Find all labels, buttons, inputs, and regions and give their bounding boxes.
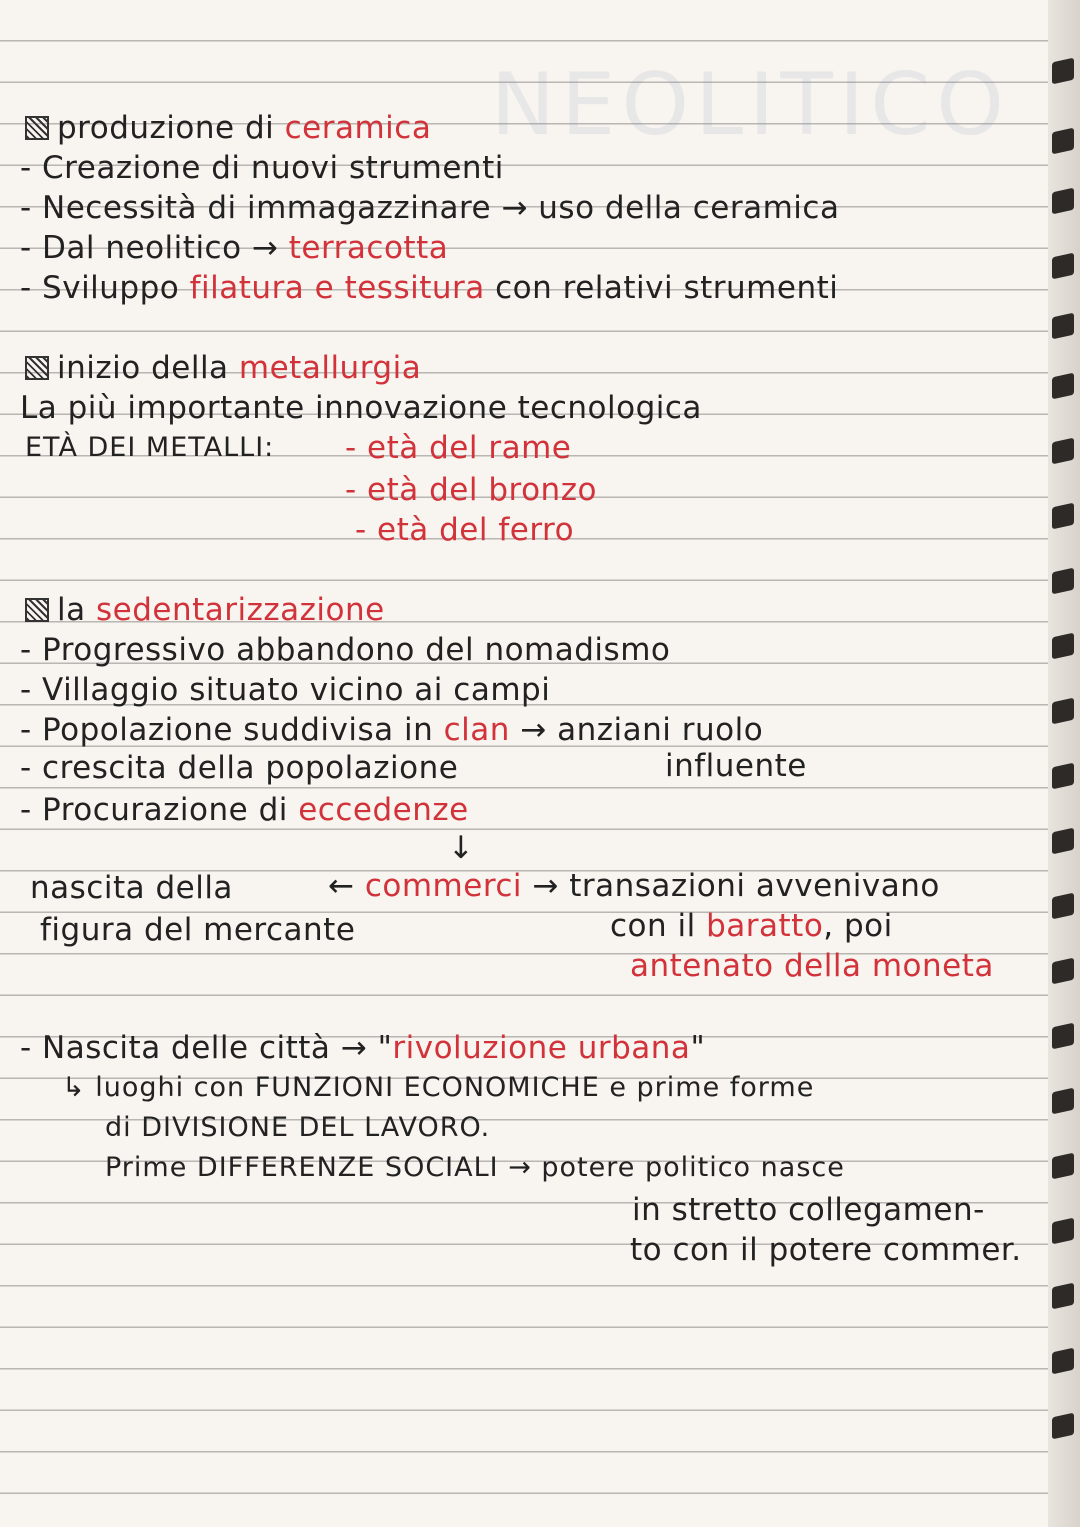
heading-ceramica: produzione di ceramica: [25, 110, 431, 146]
checkbox-icon: [25, 116, 49, 140]
binding-ring: [1052, 1218, 1074, 1245]
metal-age-item: - età del bronzo: [345, 472, 597, 508]
binding-ring: [1052, 313, 1074, 340]
binding-ring: [1052, 1088, 1074, 1115]
note-line: in stretto collegamen-: [632, 1192, 985, 1228]
checkbox-icon: [25, 356, 49, 380]
note-line: con il baratto, poi: [610, 908, 893, 944]
note-line: - crescita della popolazione: [20, 750, 459, 786]
binding-ring: [1052, 253, 1074, 280]
note-line: antenato della moneta: [630, 948, 994, 984]
note-line: - Procurazione di eccedenze: [20, 792, 469, 828]
binding-ring: [1052, 188, 1074, 215]
spiral-binding: [1048, 0, 1080, 1527]
binding-ring: [1052, 1348, 1074, 1375]
binding-ring: [1052, 58, 1074, 85]
metal-age-item: - età del rame: [345, 430, 572, 466]
binding-ring: [1052, 633, 1074, 660]
binding-ring: [1052, 128, 1074, 155]
note-line: di DIVISIONE DEL LAVORO.: [105, 1112, 491, 1143]
binding-ring: [1052, 1153, 1074, 1180]
note-line: - Progressivo abbandono del nomadismo: [20, 632, 671, 668]
metal-age-item: - età del ferro: [355, 512, 575, 548]
note-line: influente: [665, 748, 807, 784]
note-line: ETÀ DEI METALLI:: [25, 432, 275, 463]
binding-ring: [1052, 438, 1074, 465]
checkbox-icon: [25, 598, 49, 622]
note-line: La più importante innovazione tecnologica: [20, 390, 702, 426]
note-line: ↳ luoghi con FUNZIONI ECONOMICHE e prime forme: [62, 1072, 815, 1103]
note-line: - Dal neolitico → terracotta: [20, 230, 449, 266]
note-line: to con il potere commer.: [630, 1232, 1022, 1268]
binding-ring: [1052, 893, 1074, 920]
note-line: - Villaggio situato vicino ai campi: [20, 672, 551, 708]
arrow-down-icon: ↓: [448, 830, 475, 866]
bleed-through-title: NEOLITICO: [490, 55, 1010, 155]
binding-ring: [1052, 763, 1074, 790]
binding-ring: [1052, 503, 1074, 530]
binding-ring: [1052, 1283, 1074, 1310]
note-line: nascita della: [30, 870, 233, 906]
binding-ring: [1052, 958, 1074, 985]
note-line: - Sviluppo filatura e tessitura con relativi strumenti: [20, 270, 839, 306]
binding-ring: [1052, 828, 1074, 855]
note-line: figura del mercante: [40, 912, 356, 948]
binding-ring: [1052, 1413, 1074, 1440]
note-line: - Nascita delle città → "rivoluzione urbana": [20, 1030, 706, 1066]
note-line: - Creazione di nuovi strumenti: [20, 150, 504, 186]
note-line: - Popolazione suddivisa in clan → anziani ruolo: [20, 712, 764, 748]
binding-ring: [1052, 698, 1074, 725]
note-line: Prime DIFFERENZE SOCIALI → potere politico nasce: [105, 1152, 845, 1183]
binding-ring: [1052, 373, 1074, 400]
note-line: ← commerci → transazioni avvenivano: [328, 868, 940, 904]
heading-metallurgia: inizio della metallurgia: [25, 350, 421, 386]
note-line: - Necessità di immagazzinare → uso della ceramica: [20, 190, 840, 226]
heading-sedentarizzazione: la sedentarizzazione: [25, 592, 385, 628]
binding-ring: [1052, 568, 1074, 595]
binding-ring: [1052, 1023, 1074, 1050]
